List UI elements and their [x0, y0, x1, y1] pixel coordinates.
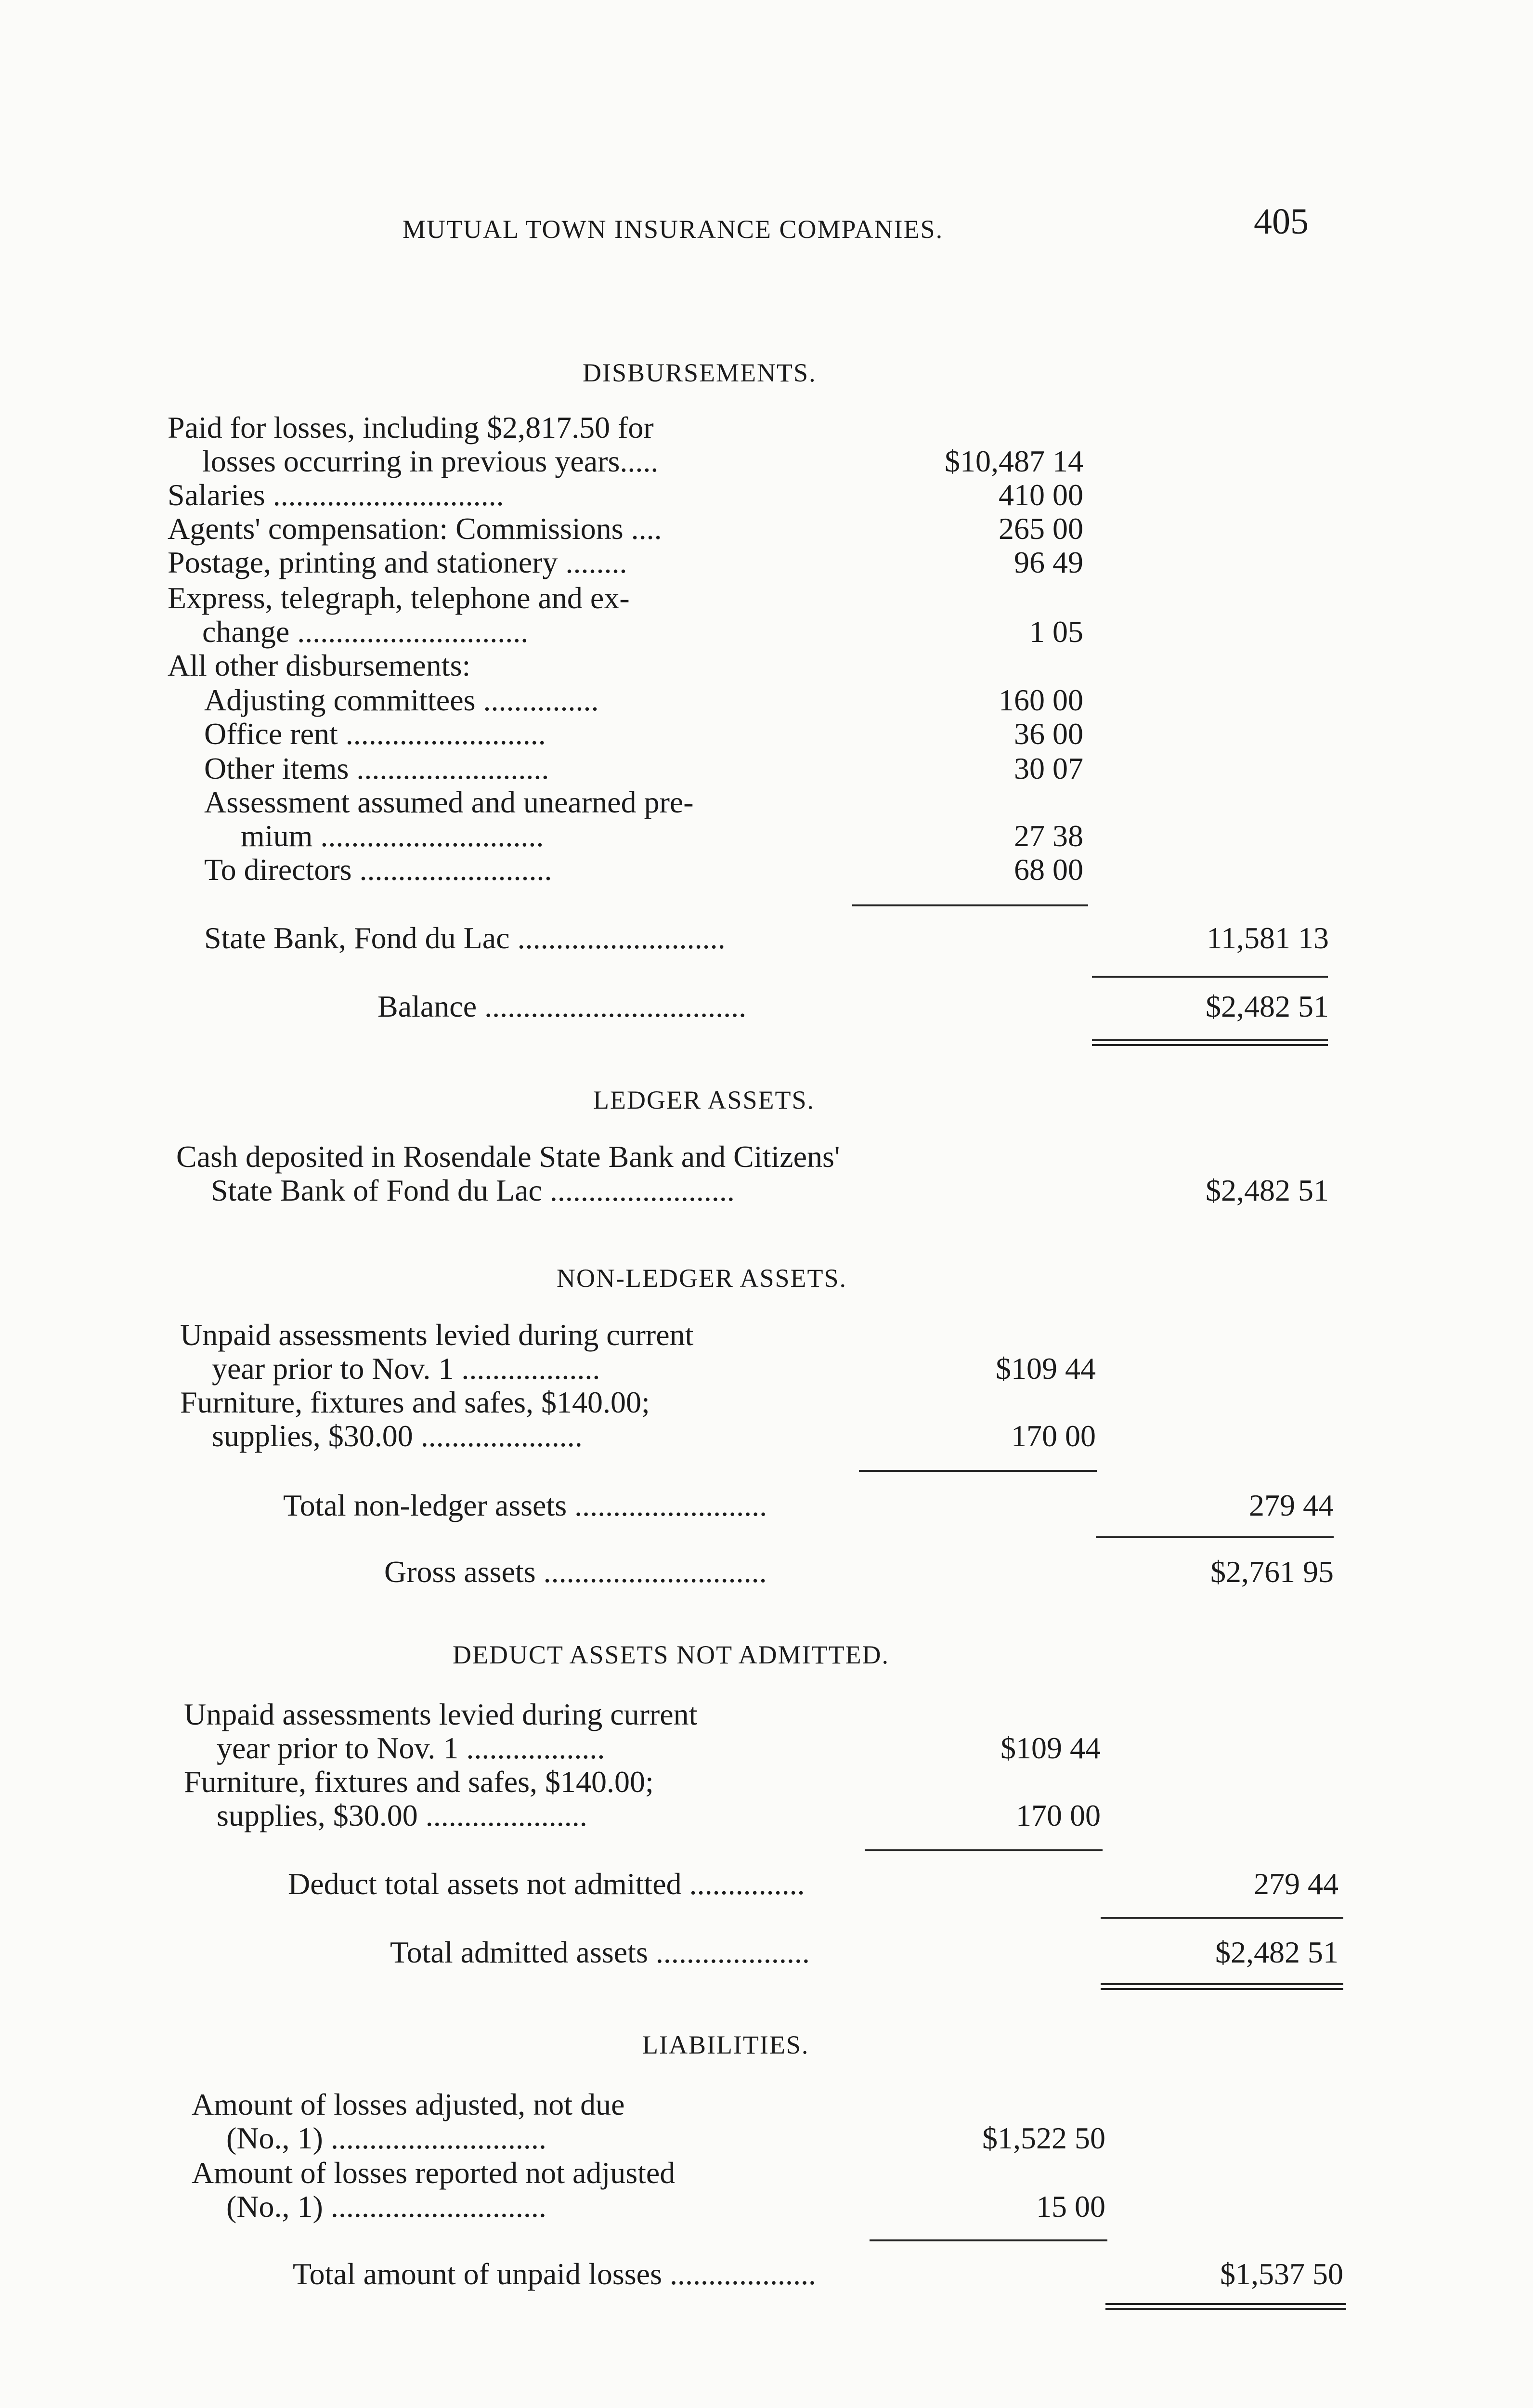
liab-adjusted-line2: (No., 1) ............................: [226, 2121, 546, 2155]
state-bank-label: State Bank, Fond du Lac ...........................: [204, 921, 726, 955]
subtotal-rule: [852, 904, 1088, 906]
nl-total-label: Total non-ledger assets .........................: [283, 1488, 767, 1522]
disb-paid-losses-line2: losses occurring in previous years.....: [202, 444, 659, 478]
nl-total-amount: 279 44: [1249, 1488, 1334, 1522]
disb-assessment-line2: mium .............................: [241, 819, 544, 853]
balance-label: Balance ..................................: [377, 989, 747, 1023]
disb-salaries-label: Salaries ..............................: [168, 478, 504, 512]
disb-express-line2: change ..............................: [202, 615, 529, 649]
disb-assessment-amount: 27 38: [1014, 819, 1083, 853]
disb-office-rent-amount: 36 00: [1014, 717, 1083, 751]
disb-express-amount: 1 05: [1029, 615, 1083, 649]
liab-double-rule: [1105, 2303, 1346, 2310]
deduct-unpaid-amount: $109 44: [1000, 1731, 1101, 1765]
liabilities-heading: LIABILITIES.: [642, 2030, 809, 2059]
double-rule: [1092, 1039, 1328, 1046]
disb-postage-amount: 96 49: [1014, 545, 1083, 579]
unpaid-losses-label: Total amount of unpaid losses ...................: [293, 2257, 816, 2291]
deduct-total-label: Deduct total assets not admitted ...............: [288, 1867, 805, 1901]
balance-amount: $2,482 51: [1206, 989, 1329, 1023]
running-title: MUTUAL TOWN INSURANCE COMPANIES.: [403, 215, 944, 244]
liab-subtotal-rule: [870, 2239, 1107, 2241]
unpaid-losses-amount: $1,537 50: [1220, 2257, 1343, 2291]
disb-directors-amount: 68 00: [1014, 852, 1083, 887]
page-number: 405: [1254, 201, 1309, 242]
gross-assets-label: Gross assets .............................: [384, 1555, 767, 1589]
nl-total-rule: [1096, 1536, 1334, 1538]
nl-furniture-line2: supplies, $30.00 .....................: [212, 1419, 583, 1453]
disb-agents-label: Agents' compensation: Commissions ....: [168, 511, 662, 546]
disb-all-other-label: All other disbursements:: [168, 648, 471, 682]
liab-reported-amount: 15 00: [1036, 2189, 1105, 2224]
ledger-cash-line2: State Bank of Fond du Lac ........................: [211, 1173, 735, 1207]
nl-furniture-line1: Furniture, fixtures and safes, $140.00;: [180, 1385, 650, 1419]
disb-agents-amount: 265 00: [999, 511, 1083, 546]
ledger-assets-heading: LEDGER ASSETS.: [593, 1086, 815, 1114]
disb-office-rent-label: Office rent ..........................: [204, 717, 546, 751]
liab-adjusted-amount: $1,522 50: [982, 2121, 1105, 2155]
deduct-total-rule: [1101, 1917, 1343, 1919]
disb-paid-losses-line1: Paid for losses, including $2,817.50 for: [168, 410, 654, 445]
deduct-unpaid-line1: Unpaid assessments levied during current: [184, 1697, 698, 1731]
nl-unpaid-line2: year prior to Nov. 1 ..................: [212, 1351, 600, 1386]
non-ledger-heading: NON-LEDGER ASSETS.: [557, 1264, 847, 1293]
state-bank-amount: 11,581 13: [1207, 921, 1329, 955]
ledger-cash-amount: $2,482 51: [1206, 1173, 1329, 1207]
admitted-assets-amount: $2,482 51: [1215, 1935, 1338, 1969]
disb-paid-losses-amount: $10,487 14: [945, 444, 1083, 478]
total-rule: [1092, 976, 1328, 978]
deduct-furniture-line1: Furniture, fixtures and safes, $140.00;: [184, 1765, 654, 1799]
deduct-subtotal-rule: [865, 1849, 1103, 1851]
nl-unpaid-amount: $109 44: [996, 1351, 1096, 1386]
deduct-heading: DEDUCT ASSETS NOT ADMITTED.: [453, 1640, 890, 1669]
ledger-cash-line1: Cash deposited in Rosendale State Bank and Citizens': [176, 1139, 840, 1174]
deduct-furniture-amount: 170 00: [1016, 1798, 1101, 1832]
deduct-total-amount: 279 44: [1254, 1867, 1338, 1901]
nl-subtotal-rule: [859, 1470, 1097, 1472]
liab-adjusted-line1: Amount of losses adjusted, not due: [192, 2087, 625, 2121]
liab-reported-line1: Amount of losses reported not adjusted: [192, 2156, 676, 2190]
disb-adjusting-label: Adjusting committees ...............: [204, 683, 599, 717]
admitted-double-rule: [1101, 1983, 1343, 1990]
disb-adjusting-amount: 160 00: [999, 683, 1083, 717]
disb-salaries-amount: 410 00: [999, 478, 1083, 512]
deduct-furniture-line2: supplies, $30.00 .....................: [217, 1798, 587, 1832]
disb-express-line1: Express, telegraph, telephone and ex-: [168, 581, 630, 615]
deduct-unpaid-line2: year prior to Nov. 1 ..................: [217, 1731, 605, 1765]
disb-assessment-line1: Assessment assumed and unearned pre-: [204, 785, 694, 819]
disb-postage-label: Postage, printing and stationery ........: [168, 545, 627, 579]
disb-directors-label: To directors .........................: [204, 852, 552, 887]
admitted-assets-label: Total admitted assets ....................: [390, 1935, 810, 1969]
disbursements-heading: DISBURSEMENTS.: [583, 358, 817, 387]
nl-furniture-amount: 170 00: [1011, 1419, 1096, 1453]
disb-other-items-amount: 30 07: [1014, 751, 1083, 785]
liab-reported-line2: (No., 1) ............................: [226, 2189, 546, 2224]
nl-unpaid-line1: Unpaid assessments levied during current: [180, 1318, 694, 1352]
gross-assets-amount: $2,761 95: [1210, 1555, 1334, 1589]
disb-other-items-label: Other items .........................: [204, 751, 549, 785]
